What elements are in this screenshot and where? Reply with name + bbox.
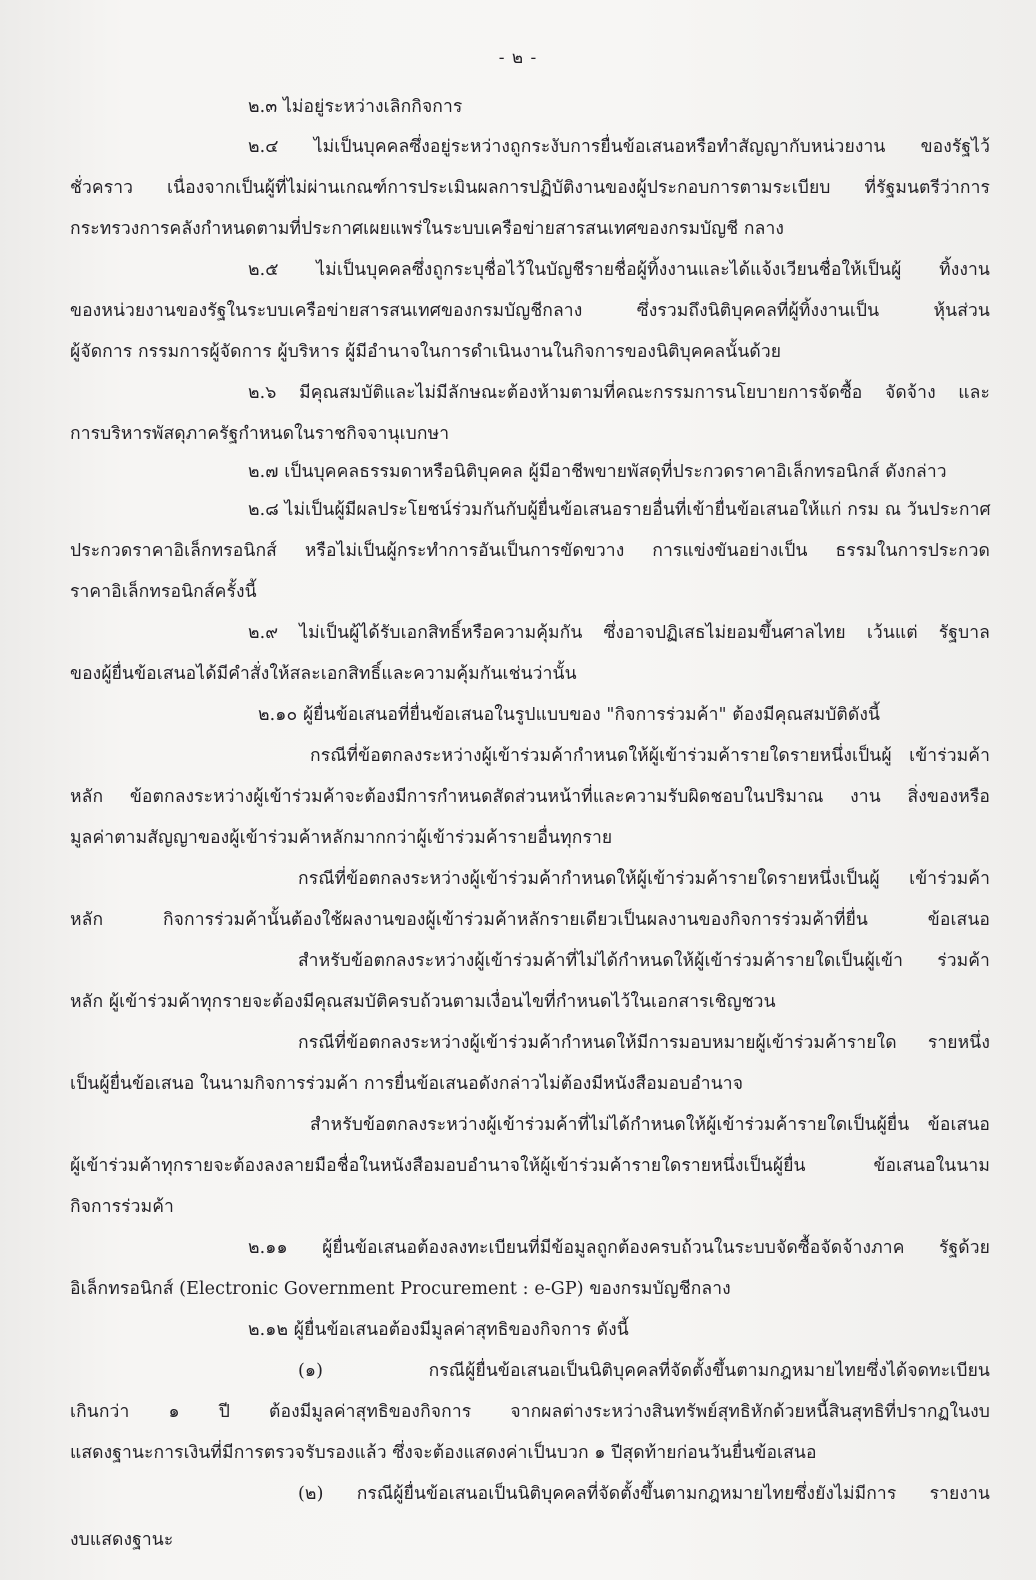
clause-2-12-item-2-line-2: งบแสดงฐานะ: [70, 1530, 174, 1550]
joint-venture-case-1-line-1: กรณีที่ข้อตกลงระหว่างผู้เข้าร่วมค้ากำหนดให้ผู้เข้าร่วมค้ารายใดรายหนึ่งเป็นผู้ เข้าร่วมค้า: [310, 746, 990, 766]
clause-2-8-line-1: ๒.๘ ไม่เป็นผู้มีผลประโยชน์ร่วมกันกับผู้ยื่นข้อเสนอรายอื่นที่เข้ายื่นข้อเสนอให้แก่ กรม ณ วันประกาศ: [248, 500, 991, 520]
clause-2-8-line-2: ประกวดราคาอิเล็กทรอนิกส์ หรือไม่เป็นผู้กระทำการอันเป็นการขัดขวาง การแข่งขันอย่างเป็น ธรรมในการประกวด: [70, 541, 990, 561]
clause-2-5-line-2: ของหน่วยงานของรัฐในระบบเครือข่ายสารสนเทศของกรมบัญชีกลาง ซึ่งรวมถึงนิติบุคคลที่ผู้ทิ้งงานเป็น หุ้นส่วน: [70, 301, 990, 321]
clause-2-9-line-2: ของผู้ยื่นข้อเสนอได้มีคำสั่งให้สละเอกสิทธิ์และความคุ้มกันเช่นว่านั้น: [70, 664, 577, 684]
clause-2-12-item-2-line-1: (๒) กรณีผู้ยื่นข้อเสนอเป็นนิติบุคคลที่จัดตั้งขึ้นตามกฎหมายไทยซึ่งยังไม่มีการ รายงาน: [298, 1484, 990, 1504]
clause-2-4-line-3: กระทรวงการคลังกำหนดตามที่ประกาศเผยแพร่ในระบบเครือข่ายสารสนเทศของกรมบัญชี กลาง: [70, 219, 785, 239]
clause-2-3: ๒.๓ ไม่อยู่ระหว่างเลิกกิจการ: [248, 97, 463, 117]
joint-venture-case-5-line-1: สำหรับข้อตกลงระหว่างผู้เข้าร่วมค้าที่ไม่ได้กำหนดให้ผู้เข้าร่วมค้ารายใดเป็นผู้ยื่น ข้อเสนอ: [310, 1115, 990, 1135]
clause-2-9-line-1: ๒.๙ ไม่เป็นผู้ได้รับเอกสิทธิ์หรือความคุ้มกัน ซึ่งอาจปฏิเสธไม่ยอมขึ้นศาลไทย เว้นแต่ รัฐบาล: [248, 623, 990, 643]
clause-2-6-line-1: ๒.๖ มีคุณสมบัติและไม่มีลักษณะต้องห้ามตามที่คณะกรรมการนโยบายการจัดซื้อ จัดจ้าง และ: [248, 383, 990, 403]
clause-2-12-heading: ๒.๑๒ ผู้ยื่นข้อเสนอต้องมีมูลค่าสุทธิของกิจการ ดังนี้: [248, 1320, 629, 1340]
clause-2-11-line-1: ๒.๑๑ ผู้ยื่นข้อเสนอต้องลงทะเบียนที่มีข้อมูลถูกต้องครบถ้วนในระบบจัดซื้อจัดจ้างภาค รัฐด้วย: [248, 1238, 990, 1258]
joint-venture-case-1-line-3: มูลค่าตามสัญญาของผู้เข้าร่วมค้าหลักมากกว่าผู้เข้าร่วมค้ารายอื่นทุกราย: [70, 828, 613, 848]
joint-venture-case-2-line-2: หลัก กิจการร่วมค้านั้นต้องใช้ผลงานของผู้เข้าร่วมค้าหลักรายเดียวเป็นผลงานของกิจการร่วมค้าที่ยื่น ข้อเสนอ: [70, 910, 990, 930]
clause-2-12-item-1-line-2: เกินกว่า ๑ ปี ต้องมีมูลค่าสุทธิของกิจการ จากผลต่างระหว่างสินทรัพย์สุทธิหักด้วยหนี้สินสุทธิที่ปรากฏในงบ: [70, 1402, 990, 1422]
joint-venture-case-2-line-1: กรณีที่ข้อตกลงระหว่างผู้เข้าร่วมค้ากำหนดให้ผู้เข้าร่วมค้ารายใดรายหนึ่งเป็นผู้ เข้าร่วมค้า: [298, 869, 990, 889]
clause-2-10-heading: ๒.๑๐ ผู้ยื่นข้อเสนอที่ยื่นข้อเสนอในรูปแบบของ "กิจการร่วมค้า" ต้องมีคุณสมบัติดังนี้: [258, 705, 881, 725]
clause-2-7: ๒.๗ เป็นบุคคลธรรมดาหรือนิติบุคคล ผู้มีอาชีพขายพัสดุที่ประกวดราคาอิเล็กทรอนิกส์ ดังกล่าว: [248, 462, 947, 482]
clause-2-5-line-3: ผู้จัดการ กรรมการผู้จัดการ ผู้บริหาร ผู้มีอำนาจในการดำเนินงานในกิจการของนิติบุคคลนั้นด้วย: [70, 342, 782, 362]
clause-2-5-line-1: ๒.๕ ไม่เป็นบุคคลซึ่งถูกระบุชื่อไว้ในบัญชีรายชื่อผู้ทิ้งงานและได้แจ้งเวียนชื่อให้เป็นผู้ ทิ้งงาน: [248, 260, 990, 280]
joint-venture-case-3-line-1: สำหรับข้อตกลงระหว่างผู้เข้าร่วมค้าที่ไม่ได้กำหนดให้ผู้เข้าร่วมค้ารายใดเป็นผู้เข้า ร่วมค้า: [298, 951, 990, 971]
joint-venture-case-1-line-2: หลัก ข้อตกลงระหว่างผู้เข้าร่วมค้าจะต้องมีการกำหนดสัดส่วนหน้าที่และความรับผิดชอบในปริมาณ งาน สิ่งของหรือ: [70, 787, 990, 807]
clause-2-12-item-1-line-3: แสดงฐานะการเงินที่มีการตรวจรับรองแล้ว ซึ่งจะต้องแสดงค่าเป็นบวก ๑ ปีสุดท้ายก่อนวันยื่นข้อเสนอ: [70, 1443, 817, 1463]
clause-2-8-line-3: ราคาอิเล็กทรอนิกส์ครั้งนี้: [70, 582, 257, 602]
joint-venture-case-4-line-2: เป็นผู้ยื่นข้อเสนอ ในนามกิจการร่วมค้า การยื่นข้อเสนอดังกล่าวไม่ต้องมีหนังสือมอบอำนาจ: [70, 1074, 744, 1094]
page-number: - ๒ -: [498, 48, 538, 68]
joint-venture-case-5-line-2: ผู้เข้าร่วมค้าทุกรายจะต้องลงลายมือชื่อในหนังสือมอบอำนาจให้ผู้เข้าร่วมค้ารายใดรายหนึ่งเป็นผู้ยื่น ข้อเสนอในนาม: [70, 1156, 990, 1176]
clause-2-4-line-2: ชั่วคราว เนื่องจากเป็นผู้ที่ไม่ผ่านเกณฑ์การประเมินผลการปฏิบัติงานของผู้ประกอบการตามระเบียบ ที่รัฐมนตรีว่าการ: [70, 178, 990, 198]
clause-2-11-line-2: อิเล็กทรอนิกส์ (Electronic Government Procurement : e-GP) ของกรมบัญชีกลาง: [70, 1279, 731, 1299]
clause-2-12-item-1-line-1: (๑) กรณีผู้ยื่นข้อเสนอเป็นนิติบุคคลที่จัดตั้งขึ้นตามกฎหมายไทยซึ่งได้จดทะเบียน: [298, 1361, 990, 1381]
joint-venture-case-5-line-3: กิจการร่วมค้า: [70, 1197, 174, 1217]
joint-venture-case-3-line-2: หลัก ผู้เข้าร่วมค้าทุกรายจะต้องมีคุณสมบัติครบถ้วนตามเงื่อนไขที่กำหนดไว้ในเอกสารเชิญชวน: [70, 992, 776, 1012]
clause-2-4-line-1: ๒.๔ ไม่เป็นบุคคลซึ่งอยู่ระหว่างถูกระงับการยื่นข้อเสนอหรือทำสัญญากับหน่วยงาน ของรัฐไว้: [248, 137, 990, 157]
clause-2-6-line-2: การบริหารพัสดุภาครัฐกำหนดในราชกิจจานุเบกษา: [70, 424, 450, 444]
joint-venture-case-4-line-1: กรณีที่ข้อตกลงระหว่างผู้เข้าร่วมค้ากำหนดให้มีการมอบหมายผู้เข้าร่วมค้ารายใด รายหนึ่ง: [298, 1033, 990, 1053]
